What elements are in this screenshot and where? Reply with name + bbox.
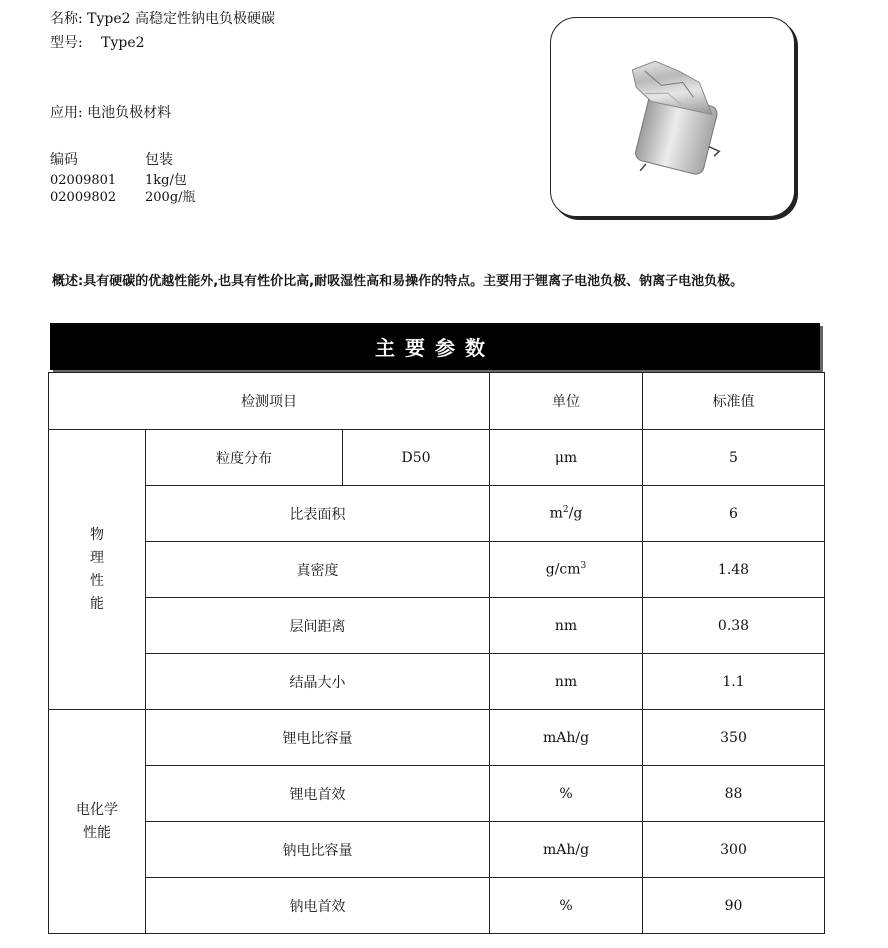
param-value: 5 <box>643 430 825 486</box>
table-row <box>49 766 825 822</box>
header-value: 标准值 <box>643 373 825 430</box>
model-label: 型号: <box>50 35 83 51</box>
unit-base: g/cm <box>545 561 581 578</box>
package-header: 包装 <box>145 152 173 168</box>
param-label: 真密度 <box>146 542 490 598</box>
model-value: Type2 <box>101 35 145 51</box>
param-value: 300 <box>643 822 825 878</box>
param-label: 层间距离 <box>146 598 490 654</box>
group-physical-label <box>49 430 146 710</box>
unit-base: m <box>549 505 563 522</box>
product-application <box>50 103 171 123</box>
code-value: 02009802 <box>50 190 117 205</box>
overview-text: 概述:具有硬碳的优越性能外,也具有性价比高,耐吸湿性高和易操作的特点。主要用于锂离子电池负极、钠离子电池负极。 <box>52 274 744 289</box>
param-unit: nm <box>490 598 643 654</box>
table-row <box>49 430 825 486</box>
param-unit: mAh/g <box>490 710 643 766</box>
name-value: Type2 高稳定性钠电负极硬碳 <box>87 11 276 27</box>
code-header: 编码 <box>50 152 78 168</box>
table-header-row <box>49 373 825 430</box>
table-row <box>49 486 825 542</box>
header-unit: 单位 <box>490 373 643 430</box>
section-title: 主要参数 <box>375 336 495 360</box>
param-value: 6 <box>643 486 825 542</box>
package-value: 1kg/包 <box>145 173 187 188</box>
section-banner <box>50 323 820 370</box>
param-label: 结晶大小 <box>146 654 490 710</box>
param-value: 88 <box>643 766 825 822</box>
param-label: 粒度分布 <box>146 430 343 486</box>
table-row <box>49 878 825 934</box>
group-line: 性能 <box>83 824 111 841</box>
param-unit: % <box>490 766 643 822</box>
product-model <box>50 33 145 53</box>
group-char: 物 <box>90 526 104 543</box>
param-label: 钠电比容量 <box>146 822 490 878</box>
unit-sup: 2 <box>562 505 569 516</box>
table-row <box>49 822 825 878</box>
param-unit <box>490 542 643 598</box>
param-unit: mAh/g <box>490 822 643 878</box>
table-row <box>49 654 825 710</box>
unit-tail: /g <box>568 505 583 522</box>
name-label: 名称: <box>50 11 83 27</box>
param-label: 比表面积 <box>146 486 490 542</box>
code-list-header <box>50 150 250 172</box>
product-package-image <box>551 18 794 216</box>
param-unit: % <box>490 878 643 934</box>
code-value: 02009801 <box>50 173 117 188</box>
param-value: 350 <box>643 710 825 766</box>
parameters-table <box>48 372 825 934</box>
param-value: 1.1 <box>643 654 825 710</box>
param-value: 0.38 <box>643 598 825 654</box>
code-row <box>50 172 250 189</box>
param-label: 钠电首效 <box>146 878 490 934</box>
application-value: 电池负极材料 <box>87 105 172 121</box>
product-photo-frame <box>550 17 795 217</box>
param-unit <box>490 486 643 542</box>
table-row <box>49 598 825 654</box>
param-unit: μm <box>490 430 643 486</box>
param-sub: D50 <box>343 430 490 486</box>
group-char: 性 <box>90 572 104 589</box>
header-item: 检测项目 <box>49 373 490 430</box>
group-char: 能 <box>90 595 104 612</box>
code-package-list <box>50 150 250 210</box>
group-char: 理 <box>90 549 104 566</box>
param-label: 锂电首效 <box>146 766 490 822</box>
param-unit: nm <box>490 654 643 710</box>
package-value: 200g/瓶 <box>145 190 196 205</box>
param-label: 锂电比容量 <box>146 710 490 766</box>
param-value: 1.48 <box>643 542 825 598</box>
unit-sup: 3 <box>580 561 587 572</box>
code-row <box>50 189 250 206</box>
table-row <box>49 542 825 598</box>
table-row <box>49 710 825 766</box>
param-value: 90 <box>643 878 825 934</box>
product-name <box>50 9 275 29</box>
group-electro-label <box>49 710 146 934</box>
group-line: 电化学 <box>76 801 118 818</box>
application-label: 应用: <box>50 105 83 121</box>
